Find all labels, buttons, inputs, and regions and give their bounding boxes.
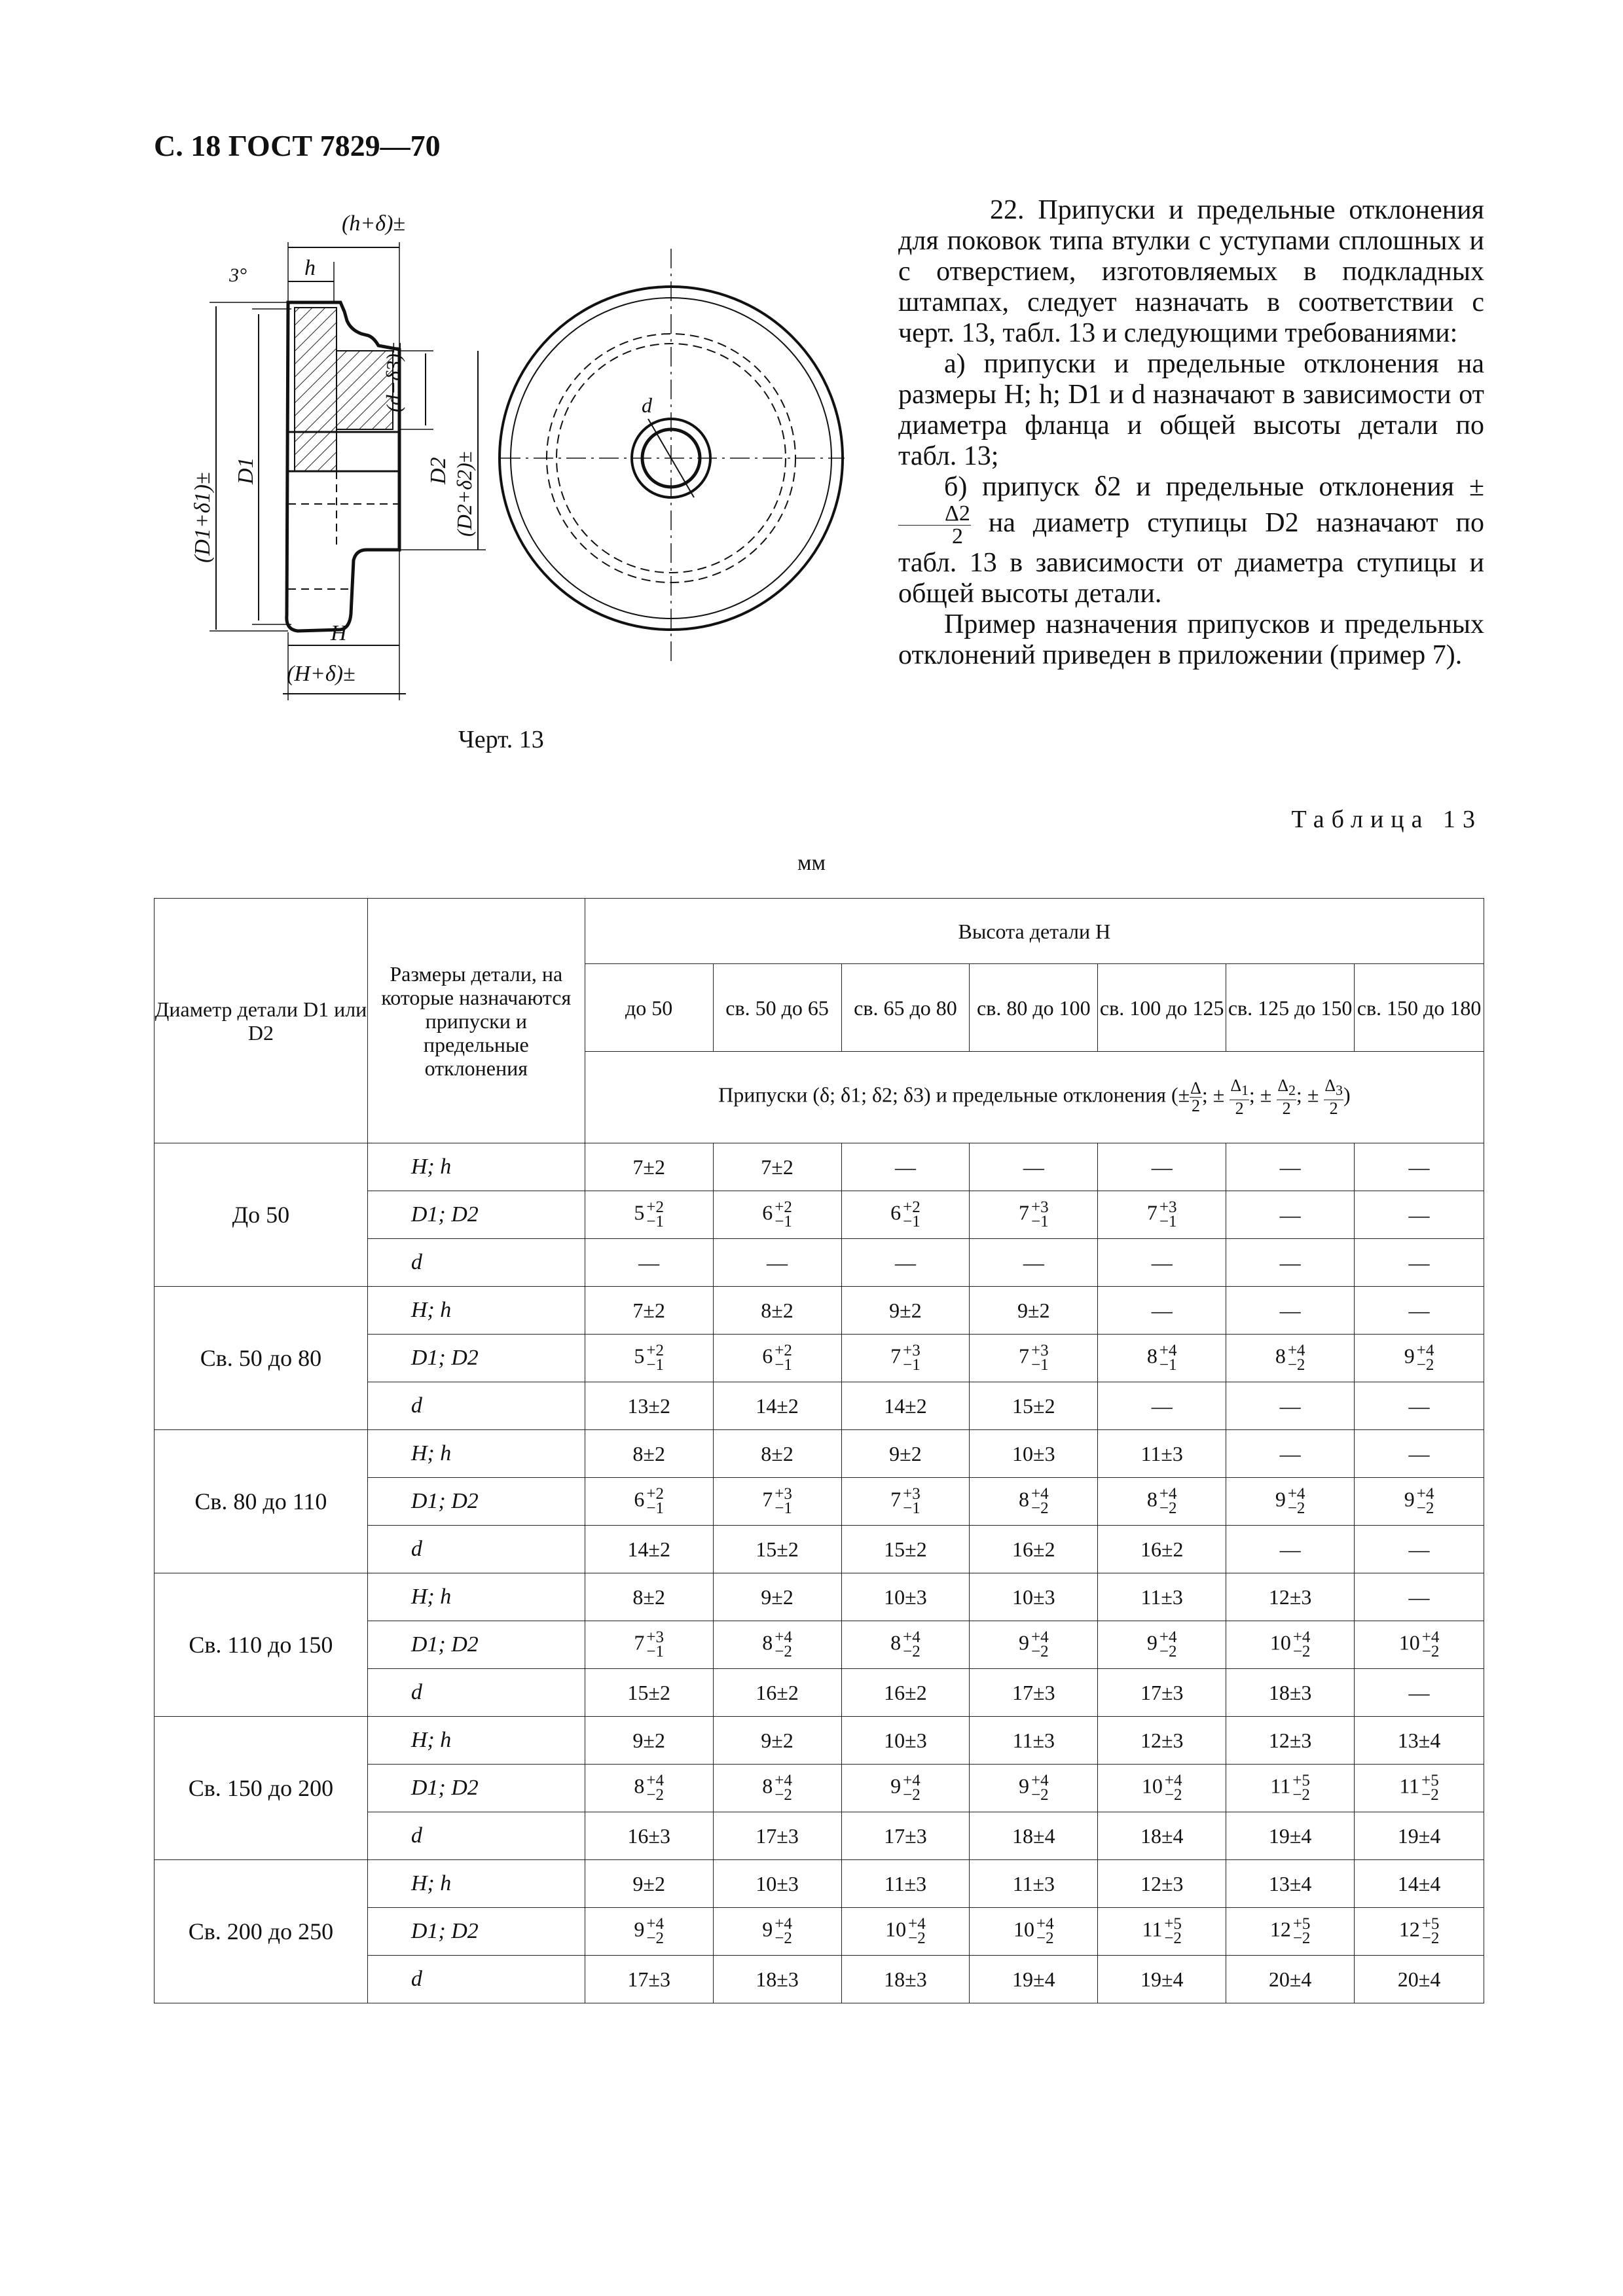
table-cell: 9±2 [841, 1287, 970, 1335]
table-cell: 11±3 [1098, 1573, 1226, 1621]
table-row [155, 1573, 1484, 1621]
table-cell: — [841, 1239, 970, 1287]
table-cell: 15±2 [970, 1382, 1098, 1430]
table-cell: — [1098, 1382, 1226, 1430]
table-cell: 16±2 [970, 1526, 1098, 1573]
table-cell: 7 +3 −1 [1098, 1191, 1226, 1239]
table-row [155, 1860, 1484, 1908]
table-cell: 9 +4 −2 [1355, 1335, 1484, 1382]
table-cell: 12 +5 −2 [1226, 1908, 1355, 1956]
table-cell: 14±2 [841, 1382, 970, 1430]
table-cell: 15±2 [841, 1526, 970, 1573]
table-cell: 12±3 [1098, 1860, 1226, 1908]
table-cell: 11±3 [970, 1860, 1098, 1908]
table-cell: 9 +4 −2 [970, 1621, 1098, 1669]
paragraph-b-end: на диаметр ступицы D2 назначают по табл. 13 в зависимости от диаметра ступицы и общей высоты детали. [898, 508, 1484, 609]
table-cell: 8 +4 −2 [1098, 1478, 1226, 1526]
table-cell: 8±2 [585, 1430, 713, 1478]
table-cell: — [1355, 1669, 1484, 1717]
paragraph-example: Пример назначения припусков и предельных отклонений приведен в приложении (пример 7). [898, 609, 1484, 670]
table-cell: 10±3 [841, 1573, 970, 1621]
table-cell: 6 +2 −1 [585, 1478, 713, 1526]
label-h: h [304, 256, 316, 280]
row-dimension-label: H; h [367, 1430, 585, 1478]
table-cell: 17±3 [841, 1812, 970, 1860]
page-header: С. 18 ГОСТ 7829—70 [154, 129, 441, 162]
table-cell: — [1355, 1573, 1484, 1621]
table-cell: 16±2 [713, 1669, 841, 1717]
group-diameter: Св. 150 до 200 [155, 1717, 368, 1860]
table-cell: 10 +4 −2 [1226, 1621, 1355, 1669]
label-H: H [331, 621, 347, 645]
table-cell: 12±3 [1226, 1717, 1355, 1765]
header-range: до 50 [585, 964, 713, 1052]
table-cell: — [1226, 1143, 1355, 1191]
table-cell: 11±3 [970, 1717, 1098, 1765]
table-cell: — [1098, 1143, 1226, 1191]
table-cell: 9±2 [713, 1573, 841, 1621]
table-cell: 10±3 [841, 1717, 970, 1765]
table-number: Таблица 13 [1291, 806, 1482, 833]
group-diameter: Св. 110 до 150 [155, 1573, 368, 1717]
header-dimensions: Размеры детали, на которые назначаются припуски и предельные отклонения [367, 899, 585, 1143]
table-cell: 9 +4 −2 [841, 1765, 970, 1812]
table-cell: 18±4 [970, 1812, 1098, 1860]
table-cell: 9 +4 −2 [585, 1908, 713, 1956]
row-dimension-label: H; h [367, 1860, 585, 1908]
part-flange [295, 308, 337, 471]
table-row [155, 1430, 1484, 1478]
row-dimension-label: D1; D2 [367, 1765, 585, 1812]
table-cell: — [1355, 1239, 1484, 1287]
row-dimension-label: d [367, 1526, 585, 1573]
header-diameter: Диаметр детали D1 или D2 [155, 899, 368, 1143]
table-cell: — [1098, 1287, 1226, 1335]
label-bottom-dim: (H+δ)± [287, 662, 356, 686]
allowances-table [154, 898, 1484, 2003]
label-D2: D2 [426, 457, 450, 484]
paragraph-b-start: б) припуск δ2 и предельные отклонения ± [944, 472, 1484, 502]
table-cell: 9±2 [585, 1860, 713, 1908]
group-diameter: Св. 80 до 110 [155, 1430, 368, 1573]
table-cell: 19±4 [1226, 1812, 1355, 1860]
table-cell: 18±4 [1098, 1812, 1226, 1860]
label-D1: D1 [234, 457, 258, 484]
table-cell: 18±3 [713, 1956, 841, 2003]
row-dimension-label: H; h [367, 1573, 585, 1621]
row-dimension-label: d [367, 1239, 585, 1287]
table-cell: 9 +4 −2 [1226, 1478, 1355, 1526]
table-cell: — [1226, 1287, 1355, 1335]
table-cell: — [1355, 1430, 1484, 1478]
table-cell: — [1355, 1143, 1484, 1191]
table-cell: 10±3 [970, 1573, 1098, 1621]
table-cell: 6 +2 −1 [713, 1191, 841, 1239]
table-cell: 9±2 [585, 1717, 713, 1765]
header-range: св. 80 до 100 [970, 964, 1098, 1052]
group-diameter: Св. 50 до 80 [155, 1287, 368, 1430]
table-cell: 11±3 [1098, 1430, 1226, 1478]
table-row [155, 1717, 1484, 1765]
table-cell: 7±2 [585, 1287, 713, 1335]
table-cell: 15±2 [585, 1669, 713, 1717]
table-cell: — [585, 1239, 713, 1287]
table-cell: 14±4 [1355, 1860, 1484, 1908]
paragraph-b [898, 472, 1484, 609]
table-cell: 7±2 [585, 1143, 713, 1191]
table-cell: — [1355, 1287, 1484, 1335]
table-cell: 7 +3 −1 [970, 1191, 1098, 1239]
table-cell: 16±2 [841, 1669, 970, 1717]
table-cell: 18±3 [841, 1956, 970, 2003]
table-cell: 10±3 [713, 1860, 841, 1908]
table-cell: 17±3 [585, 1956, 713, 2003]
table-cell: 19±4 [970, 1956, 1098, 2003]
table-cell: — [1355, 1191, 1484, 1239]
table-cell: 9±2 [841, 1430, 970, 1478]
table-cell: 13±4 [1355, 1717, 1484, 1765]
paragraph-a: а) припуски и предельные отклонения на размеры H; h; D1 и d назначают в зависимости от диаметра фланца и общей высоты детали по табл. 13; [898, 349, 1484, 471]
row-dimension-label: H; h [367, 1143, 585, 1191]
header-height: Высота детали H [585, 899, 1484, 964]
table-cell: 9 +4 −2 [713, 1908, 841, 1956]
row-dimension-label: d [367, 1812, 585, 1860]
table-cell: 17±3 [713, 1812, 841, 1860]
table-cell: 6 +2 −1 [713, 1335, 841, 1382]
table-cell: 10 +4 −2 [970, 1908, 1098, 1956]
table-cell: 13±2 [585, 1382, 713, 1430]
table-cell: 13±4 [1226, 1860, 1355, 1908]
table-cell: 7 +3 −1 [841, 1478, 970, 1526]
header-range: св. 125 до 150 [1226, 964, 1355, 1052]
table-row [155, 1287, 1484, 1335]
table-cell: — [1226, 1526, 1355, 1573]
label-D1-total: (D1+δ1)± [191, 472, 215, 563]
row-dimension-label: d [367, 1669, 585, 1717]
table-cell: — [713, 1239, 841, 1287]
table-cell: 11±3 [841, 1860, 970, 1908]
table-cell: 8 +4 −1 [1098, 1335, 1226, 1382]
header-range: св. 50 до 65 [713, 964, 841, 1052]
table-cell: 8 +4 −2 [713, 1765, 841, 1812]
table-cell: — [970, 1143, 1098, 1191]
table-cell: 11 +5 −2 [1226, 1765, 1355, 1812]
table-cell: 7 +3 −1 [841, 1335, 970, 1382]
paragraph-22: 22. Припуски и предельные отклонения для поковок типа втулки с уступами сплошных и с отверстием, изготовляемых в подкладных штампах, следует назначать в соответствии с черт. 13, табл. 13 и следующими требованиями: [898, 195, 1484, 348]
table-row [155, 1143, 1484, 1191]
table-cell: 8±2 [585, 1573, 713, 1621]
header-range: св. 100 до 125 [1098, 964, 1226, 1052]
table-cell: — [1226, 1191, 1355, 1239]
table-cell: 19±4 [1355, 1812, 1484, 1860]
table-cell: — [1226, 1382, 1355, 1430]
table-cell: 12±3 [1226, 1573, 1355, 1621]
table-cell: 17±3 [1098, 1669, 1226, 1717]
table-cell: 6 +2 −1 [841, 1191, 970, 1239]
table-cell: 7 +3 −1 [585, 1621, 713, 1669]
circle-view [500, 249, 845, 661]
table-cell: — [1355, 1526, 1484, 1573]
group-diameter: До 50 [155, 1143, 368, 1287]
table-cell: 8±2 [713, 1287, 841, 1335]
figure-caption: Черт. 13 [458, 726, 544, 753]
table-cell: 16±3 [585, 1812, 713, 1860]
table-cell: 16±2 [1098, 1526, 1226, 1573]
table-cell: 8 +4 −2 [585, 1765, 713, 1812]
row-dimension-label: H; h [367, 1287, 585, 1335]
label-angle: 3° [229, 264, 247, 286]
table-cell: 9 +4 −2 [1355, 1478, 1484, 1526]
table-cell: 20±4 [1226, 1956, 1355, 2003]
table-cell: 5 +2 −1 [585, 1335, 713, 1382]
table-cell: 7 +3 −1 [713, 1478, 841, 1526]
table-cell: 7±2 [713, 1143, 841, 1191]
table-cell: 8 +4 −2 [1226, 1335, 1355, 1382]
header-range: св. 150 до 180 [1355, 964, 1484, 1052]
table-cell: 7 +3 −1 [970, 1335, 1098, 1382]
table-cell: 18±3 [1226, 1669, 1355, 1717]
header-range: св. 65 до 80 [841, 964, 970, 1052]
row-dimension-label: D1; D2 [367, 1908, 585, 1956]
table-cell: 11 +5 −2 [1355, 1765, 1484, 1812]
table-cell: 14±2 [713, 1382, 841, 1430]
table-cell: 19±4 [1098, 1956, 1226, 2003]
table-cell: 12 +5 −2 [1355, 1908, 1484, 1956]
table-cell: 10±3 [970, 1430, 1098, 1478]
table-cell: 12±3 [1098, 1717, 1226, 1765]
label-top-dim: (h+δ)± [342, 211, 406, 236]
table-cell: 11 +5 −2 [1098, 1908, 1226, 1956]
table-cell: 8 +4 −2 [970, 1478, 1098, 1526]
table-cell: 10 +4 −2 [841, 1908, 970, 1956]
row-dimension-label: d [367, 1382, 585, 1430]
drawing-13 [190, 196, 858, 720]
table-cell: — [970, 1239, 1098, 1287]
row-dimension-label: D1; D2 [367, 1621, 585, 1669]
table-units: мм [797, 851, 826, 875]
table-cell: 5 +2 −1 [585, 1191, 713, 1239]
table-cell: 10 +4 −2 [1098, 1765, 1226, 1812]
table-cell: 20±4 [1355, 1956, 1484, 2003]
table-cell: — [841, 1143, 970, 1191]
table-cell: — [1226, 1430, 1355, 1478]
row-dimension-label: D1; D2 [367, 1191, 585, 1239]
row-dimension-label: D1; D2 [367, 1478, 585, 1526]
table-cell: 17±3 [970, 1669, 1098, 1717]
group-diameter: Св. 200 до 250 [155, 1860, 368, 2003]
row-dimension-label: H; h [367, 1717, 585, 1765]
table-cell: 15±2 [713, 1526, 841, 1573]
table-cell: 14±2 [585, 1526, 713, 1573]
table-cell: 8±2 [713, 1430, 841, 1478]
table-cell: 8 +4 −2 [841, 1621, 970, 1669]
label-D2-total: (D2+δ2)± [452, 451, 476, 537]
table-cell: — [1098, 1239, 1226, 1287]
row-dimension-label: D1; D2 [367, 1335, 585, 1382]
table-cell: 10 +4 −2 [1355, 1621, 1484, 1669]
table-cell: 8 +4 −2 [713, 1621, 841, 1669]
row-dimension-label: d [367, 1956, 585, 2003]
table-cell: 9±2 [713, 1717, 841, 1765]
table-cell: 9 +4 −2 [970, 1765, 1098, 1812]
table-cell: — [1226, 1239, 1355, 1287]
table-cell: 9 +4 −2 [1098, 1621, 1226, 1669]
body-text [898, 195, 1484, 671]
table-cell: 9±2 [970, 1287, 1098, 1335]
delta2-half-fraction: $\frac{\Delta 2}{2}$ [898, 503, 971, 548]
header-allowances: Припуски (δ; δ1; δ2; δ3) и предельные отклонения (± $\frac{\Delta}{2}$ ; ± $\frac{\Delta_1}{2}$ ; ± $\frac{\Delta_2}{2}$ ; ± $\frac{\Delta_3}{2}$ ) [585, 1052, 1484, 1143]
label-d-side: (d−δ3)± [382, 342, 405, 412]
label-d-circle: d [642, 393, 652, 417]
table-cell: — [1355, 1382, 1484, 1430]
